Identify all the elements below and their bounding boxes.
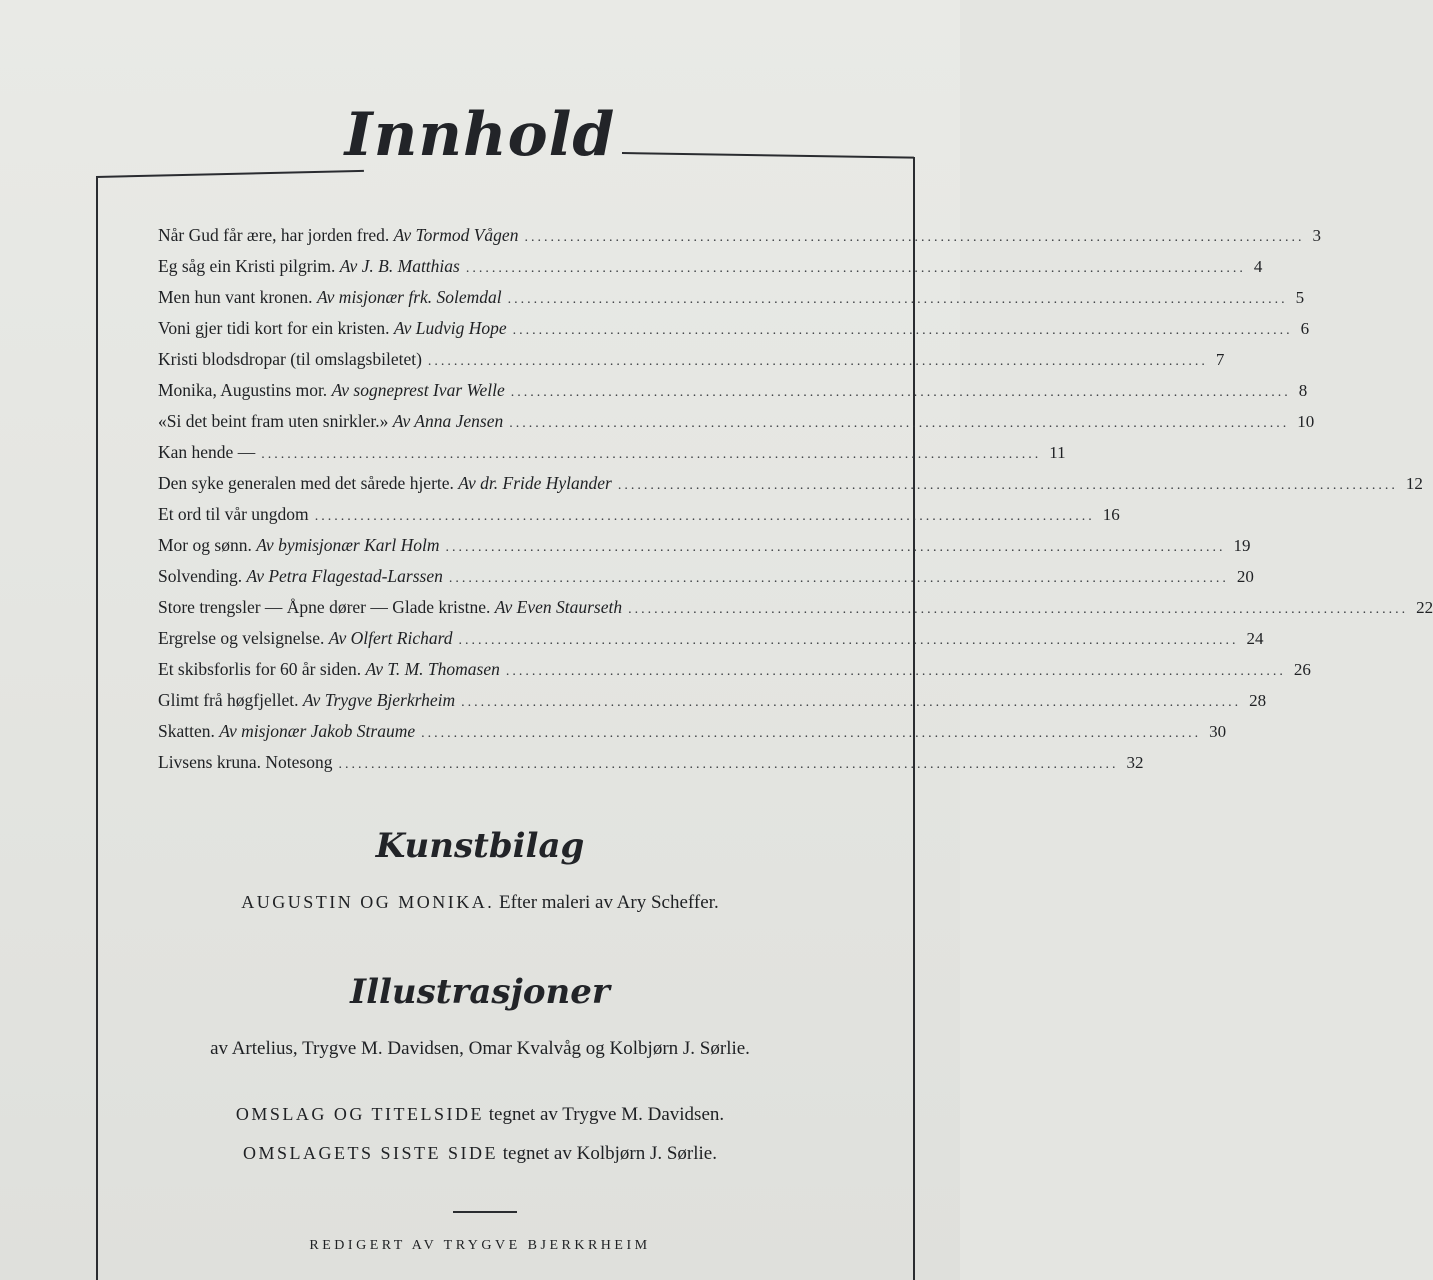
toc-entry-title: [158, 530, 439, 561]
toc-entry-title: [158, 468, 612, 499]
toc-leader-dots: ........................................................................................................................: [465, 261, 1246, 276]
toc-entry-text: Solvending.: [158, 566, 243, 586]
toc-leader-dots: ........................................................................................................................: [338, 757, 1119, 772]
toc-entry-text: Eg såg ein Kristi pilgrim.: [158, 256, 336, 276]
toc-entry-author: Av Even Staurseth: [494, 597, 623, 617]
toc-entry: [158, 747, 1144, 778]
toc-entry-text: Kristi blodsdropar (til omslagsbiletet): [158, 349, 422, 369]
toc-entry-page: 3: [1312, 226, 1321, 245]
toc-entry-page: 5: [1295, 288, 1305, 307]
art-supplement-text: Efter maleri av Ary Scheffer.: [499, 892, 719, 913]
toc-entry-title: [158, 282, 502, 313]
toc-leader-dots: ........................................................................................................................: [314, 509, 1095, 524]
toc-entry-page: 4: [1253, 257, 1263, 276]
toc-leader-dots: ........................................................................................................................: [458, 633, 1239, 648]
toc-leader-dots: ........................................................................................................................: [427, 354, 1208, 369]
toc-entry-author: Av Olfert Richard: [328, 628, 453, 648]
toc-entry-title: [158, 375, 505, 406]
toc-entry-page: 24: [1246, 629, 1264, 648]
toc-entry: [158, 716, 1227, 747]
toc-entry-page: 6: [1300, 319, 1310, 338]
toc-entry-page: 8: [1298, 381, 1308, 400]
toc-entry: [158, 437, 1066, 468]
toc-entry-author: Av bymisjonær Karl Holm: [256, 535, 440, 555]
toc-entry-title: [158, 747, 333, 778]
back-cover-credit-caps: OMSLAGETS SISTE SIDE: [242, 1143, 498, 1163]
toc-entry-title: [158, 623, 453, 654]
toc-entry-title: [158, 251, 460, 282]
toc-entry-page: 32: [1126, 753, 1144, 772]
toc-entry-text: Voni gjer tidi kort for ein kristen.: [158, 318, 390, 338]
toc-entry-page: 19: [1233, 536, 1251, 555]
toc-entry-author: Av Anna Jensen: [392, 411, 504, 431]
toc-entry: [158, 468, 1423, 499]
toc-entry: [158, 313, 1310, 344]
toc-entry: [158, 623, 1264, 654]
toc-entry-author: Av Tormod Vågen: [393, 225, 519, 245]
toc-entry: [158, 406, 1315, 437]
toc-entry-text: Glimt frå høgfjellet.: [158, 690, 299, 710]
toc-entry-author: Av J. B. Matthias: [339, 256, 460, 276]
toc-entry: [158, 251, 1263, 282]
toc-entry-text: Et skibsforlis for 60 år siden.: [158, 659, 362, 679]
frame-top-left: [96, 170, 364, 178]
toc-entry-text: Mor og sønn.: [158, 535, 252, 555]
toc-entry-page: 12: [1405, 474, 1423, 493]
toc-entry-author: Av dr. Fride Hylander: [458, 473, 612, 493]
toc-entry-title: [158, 654, 500, 685]
toc-entry-text: Store trengsler — Åpne dører — Glade kristne.: [158, 597, 491, 617]
toc-entry-page: 22: [1416, 598, 1433, 617]
toc-entry-author: Av Trygve Bjerkrheim: [302, 690, 456, 710]
toc-entry-title: [158, 220, 518, 251]
toc-entry-page: 16: [1102, 505, 1120, 524]
page-title: Innhold: [344, 100, 616, 170]
cover-credit-line: [0, 1104, 960, 1126]
toc-leader-dots: ........................................................................................................................: [261, 447, 1042, 462]
toc-entry: [158, 375, 1308, 406]
toc-entry-text: «Si det beint fram uten snirkler.»: [158, 411, 389, 431]
toc-entry: [158, 344, 1225, 375]
toc-entry-title: [158, 561, 443, 592]
toc-entry: [158, 592, 1433, 623]
back-cover-credit-text: tegnet av Kolbjørn J. Sørlie.: [502, 1143, 717, 1164]
toc-entry-text: Monika, Augustins mor.: [158, 380, 328, 400]
toc-leader-dots: ........................................................................................................................: [448, 571, 1229, 586]
toc-entry-page: 7: [1215, 350, 1225, 369]
toc-entry: [158, 561, 1254, 592]
art-supplement-heading: Kunstbilag: [375, 826, 585, 866]
toc-entry-page: 11: [1049, 443, 1066, 462]
toc-leader-dots: ........................................................................................................................: [510, 385, 1291, 400]
toc-leader-dots: ........................................................................................................................: [421, 726, 1202, 741]
toc-entry-page: 26: [1293, 660, 1311, 679]
table-of-contents: [158, 220, 1433, 778]
toc-entry: [158, 685, 1267, 716]
toc-leader-dots: ........................................................................................................................: [507, 292, 1288, 307]
art-supplement-caps: AUGUSTIN OG MONIKA.: [241, 892, 495, 912]
toc-entry-author: Av Petra Flagestad-Larssen: [246, 566, 443, 586]
illustrations-credits: av Artelius, Trygve M. Davidsen, Omar Kvalvåg og Kolbjørn J. Sørlie.: [210, 1038, 750, 1059]
divider: [453, 1211, 517, 1213]
toc-entry-text: Livsens kruna. Notesong: [158, 752, 333, 772]
cover-credit-text: tegnet av Trygve M. Davidsen.: [488, 1104, 725, 1125]
toc-entry-text: Et ord til vår ungdom: [158, 504, 309, 524]
toc-entry-text: Kan hende —: [158, 442, 256, 462]
toc-entry-author: Av misjonær Jakob Straume: [219, 721, 416, 741]
toc-entry: [158, 654, 1311, 685]
cover-credit-caps: OMSLAG OG TITELSIDE: [235, 1104, 485, 1124]
toc-leader-dots: ........................................................................................................................: [628, 602, 1409, 617]
toc-entry-title: [158, 344, 422, 375]
toc-leader-dots: ........................................................................................................................: [509, 416, 1290, 431]
toc-entry-page: 28: [1249, 691, 1267, 710]
art-supplement-line: [0, 892, 960, 914]
toc-entry-author: Av Ludvig Hope: [393, 318, 507, 338]
toc-entry-text: Skatten.: [158, 721, 215, 741]
toc-entry-title: [158, 592, 622, 623]
toc-entry-text: Ergrelse og velsignelse.: [158, 628, 325, 648]
toc-entry: [158, 220, 1321, 251]
toc-entry-title: [158, 716, 415, 747]
back-cover-credit-line: [0, 1143, 960, 1165]
toc-entry-title: [158, 437, 255, 468]
toc-leader-dots: ........................................................................................................................: [461, 695, 1242, 710]
toc-entry-text: Den syke generalen med det sårede hjerte.: [158, 473, 454, 493]
illustrations-heading: Illustrasjoner: [350, 972, 610, 1012]
toc-entry-author: Av sogneprest Ivar Welle: [331, 380, 505, 400]
toc-entry-title: [158, 313, 507, 344]
toc-entry: [158, 282, 1305, 313]
toc-entry-page: 20: [1236, 567, 1254, 586]
toc-leader-dots: ........................................................................................................................: [512, 323, 1293, 338]
toc-entry-text: Men hun vant kronen.: [158, 287, 313, 307]
toc-entry-title: [158, 685, 455, 716]
toc-leader-dots: ........................................................................................................................: [445, 540, 1226, 555]
toc-entry-title: [158, 406, 503, 437]
toc-entry-page: 30: [1209, 722, 1227, 741]
toc-entry-text: Når Gud får ære, har jorden fred.: [158, 225, 390, 245]
toc-leader-dots: ........................................................................................................................: [617, 478, 1398, 493]
toc-entry-page: 10: [1297, 412, 1315, 431]
toc-leader-dots: ........................................................................................................................: [524, 230, 1305, 245]
toc-entry: [158, 499, 1120, 530]
toc-entry-title: [158, 499, 309, 530]
toc-entry: [158, 530, 1251, 561]
toc-entry-author: Av misjonær frk. Solemdal: [316, 287, 502, 307]
toc-entry-author: Av T. M. Thomasen: [365, 659, 500, 679]
editor-credit: REDIGERT AV TRYGVE BJERKRHEIM: [309, 1238, 651, 1253]
toc-leader-dots: ........................................................................................................................: [505, 664, 1286, 679]
